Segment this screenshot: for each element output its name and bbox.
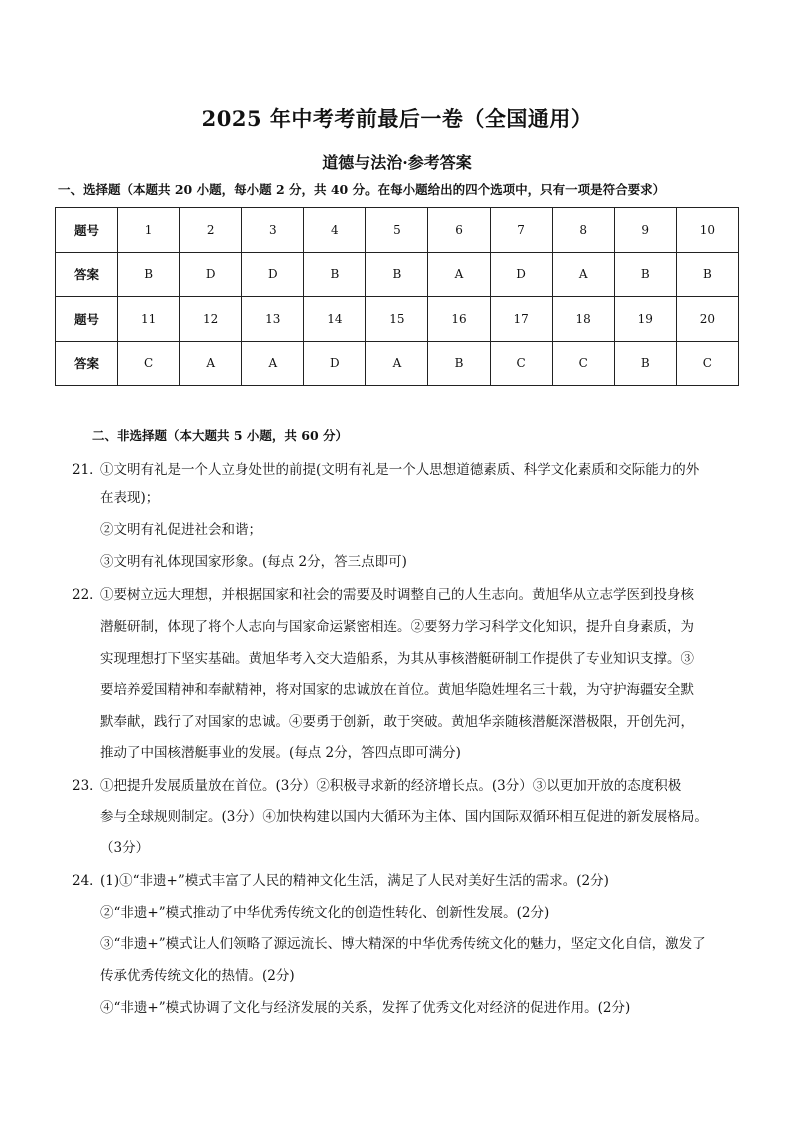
answer-line: 潜艇研制，体现了将个人志向与国家命运紧密相连。②要努力学习科学文化知识，提升自身素质，为 — [100, 619, 694, 635]
answer-line: 在表现)； — [100, 490, 160, 506]
question-number: 23． — [72, 778, 103, 794]
answer-line: ②“非遗+”模式推动了中华优秀传统文化的创造性转化、创新性发展。(2分) — [100, 905, 550, 921]
page-title: 2025 年中考考前最后一卷（全国通用） — [201, 106, 593, 131]
table-cell: A — [428, 252, 490, 297]
answer-line: ③“非遗+”模式让人们领略了源远流长、博大精深的中华优秀传统文化的魅力，坚定文化自信，激发了 — [100, 936, 706, 952]
table-row — [56, 208, 739, 253]
question-number: 22． — [72, 587, 103, 603]
answer-line: ①要树立远大理想，并根据国家和社会的需要及时调整自己的人生志向。黄旭华从立志学医到投身核 — [100, 587, 694, 603]
table-cell: 6 — [428, 208, 490, 253]
table-cell: D — [242, 252, 304, 297]
answer-line: ④“非遗+”模式协调了文化与经济发展的关系，发挥了优秀文化对经济的促进作用。(2分) — [100, 1000, 631, 1016]
table-cell: 4 — [304, 208, 366, 253]
answer-line: 实现理想打下坚实基础。黄旭华考入交大造船系，为其从事核潜艇研制工作提供了专业知识支撑。③ — [100, 651, 694, 667]
answer-line: 传承优秀传统文化的热情。(2分) — [100, 968, 295, 984]
table-cell: A — [242, 341, 304, 386]
row-label: 答案 — [56, 252, 118, 297]
answer-line: ③文明有礼体现国家形象。(每点 2分，答三点即可) — [100, 554, 407, 570]
table-cell: 17 — [490, 297, 552, 342]
table-cell: B — [614, 252, 676, 297]
row-label: 题号 — [56, 208, 118, 253]
table-cell: C — [552, 341, 614, 386]
table-row — [56, 297, 739, 342]
table-cell: D — [490, 252, 552, 297]
table-cell: D — [304, 341, 366, 386]
table-cell: 13 — [242, 297, 304, 342]
table-cell: 8 — [552, 208, 614, 253]
answer-table — [55, 207, 739, 386]
table-cell: 5 — [366, 208, 428, 253]
table-cell: C — [118, 341, 180, 386]
page-subtitle: 道德与法治·参考答案 — [322, 153, 472, 172]
table-cell: C — [490, 341, 552, 386]
table-cell: B — [118, 252, 180, 297]
table-cell: 18 — [552, 297, 614, 342]
table-cell: 7 — [490, 208, 552, 253]
table-cell: B — [366, 252, 428, 297]
answer-line: 默奉献，践行了对国家的忠诚。④要勇于创新，敢于突破。黄旭华亲随核潜艇深潜极限，开创先河， — [100, 714, 694, 730]
answer-line: 参与全球规则制定。(3分）④加快构建以国内大循环为主体、国内国际双循环相互促进的新发展格局。 — [100, 809, 708, 825]
table-cell: B — [428, 341, 490, 386]
table-cell: 14 — [304, 297, 366, 342]
table-cell: A — [180, 341, 242, 386]
table-cell: D — [180, 252, 242, 297]
table-cell: 10 — [676, 208, 738, 253]
table-cell: 15 — [366, 297, 428, 342]
table-cell: 16 — [428, 297, 490, 342]
row-label: 答案 — [56, 341, 118, 386]
table-row — [56, 252, 739, 297]
table-cell: C — [676, 341, 738, 386]
table-cell: A — [552, 252, 614, 297]
section1-heading: 一、选择题（本题共 20 小题，每小题 2 分，共 40 分。在每小题给出的四个选项中，只有一项是符合要求） — [58, 182, 666, 197]
table-cell: A — [366, 341, 428, 386]
answer-line: 要培养爱国精神和奉献精神，将对国家的忠诚放在首位。黄旭华隐姓埋名三十载，为守护海疆安全默 — [100, 682, 694, 698]
table-row — [56, 341, 739, 386]
section2-heading: 二、非选择题（本大题共 5 小题，共 60 分） — [92, 428, 349, 443]
answer-line: (1)①“非遗+”模式丰富了人民的精神文化生活，满足了人民对美好生活的需求。(2分) — [100, 873, 609, 889]
answer-line: 推动了中国核潜艇事业的发展。(每点 2分，答四点即可满分) — [100, 745, 461, 761]
row-label: 题号 — [56, 297, 118, 342]
table-cell: B — [614, 341, 676, 386]
table-cell: 9 — [614, 208, 676, 253]
question-number: 21． — [72, 462, 103, 478]
table-cell: 20 — [676, 297, 738, 342]
table-cell: 19 — [614, 297, 676, 342]
table-cell: 1 — [118, 208, 180, 253]
answer-line: ②文明有礼促进社会和谐； — [100, 522, 262, 538]
table-cell: B — [676, 252, 738, 297]
table-cell: B — [304, 252, 366, 297]
table-cell: 11 — [118, 297, 180, 342]
question-number: 24． — [72, 873, 103, 889]
answer-line: （3分） — [100, 840, 150, 856]
answer-line: ①文明有礼是一个人立身处世的前提(文明有礼是一个人思想道德素质、科学文化素质和交际能力的外 — [100, 462, 700, 478]
answer-line: ①把提升发展质量放在首位。(3分）②积极寻求新的经济增长点。(3分）③以更加开放的态度积极 — [100, 778, 682, 794]
table-cell: 2 — [180, 208, 242, 253]
table-cell: 12 — [180, 297, 242, 342]
table-cell: 3 — [242, 208, 304, 253]
